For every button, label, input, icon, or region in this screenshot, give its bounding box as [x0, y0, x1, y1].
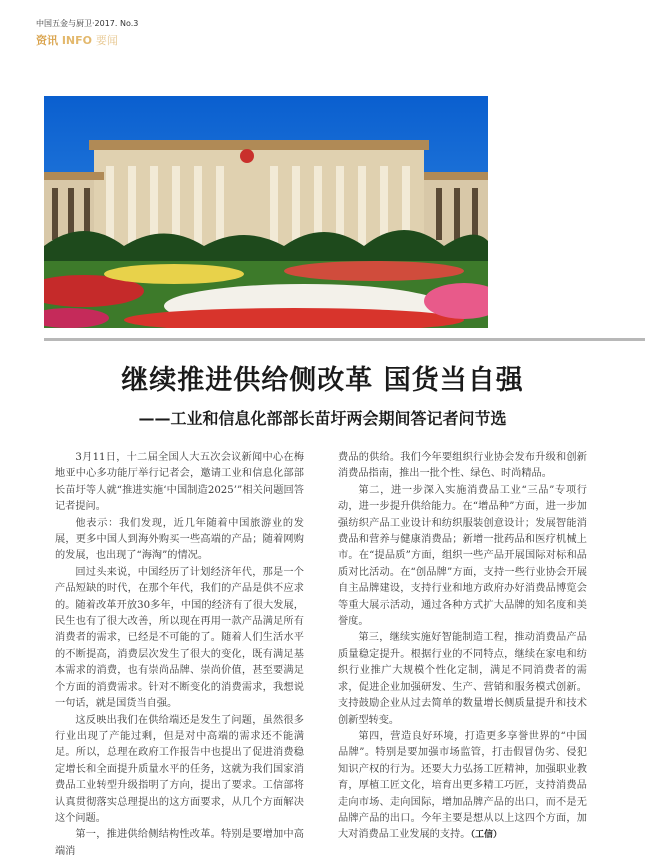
paragraph: 3月11日，十二届全国人大五次会议新闻中心在梅地亚中心多功能厅举行记者会，邀请工业和信息化部部长苗圩等人就“推进实施‘中国制造2025’”相关问题回答记者提问。 — [55, 452, 304, 513]
section-label-sub: 要闻 — [95, 34, 118, 47]
paragraph: 第二，进一步深入实施消费品工业“三品”专项行动，进一步提升供给能力。在“增品种”方面，进一步加强纺织产品工业设计和纺织服装创意设计；发展智能消费品和营养与健康消费品；新增一批药品和医疗机械上市。在“提品质”方面，组织一些产品开展国际对标和品质对比活动。在“创品牌”方面，支持一些行业协会开展自主品牌建设，支持行业和地方政府办好消费品博览会等重大展示活动，通过各种方式扩大品牌的知名度和美誉度。 — [338, 484, 587, 628]
paragraph: 第一，推进供给侧结构性改革。特别是要增加中高端消 — [55, 829, 304, 857]
section-label-en: INFO — [61, 34, 93, 47]
great-hall-photo — [44, 96, 488, 328]
paragraph — [338, 729, 587, 844]
body-column-right — [338, 450, 587, 844]
paragraph: 这反映出我们在供给端还是发生了问题，虽然很多行业出现了产能过剩，但是对中高端的需求还不能满足。所以，总理在政府工作报告中也提出了促进消费稳定增长和全面提升质量水平的任务，这就为我们国家消费品工业转型升级指明了方向，提出了要求。工信部将认真贯彻落实总理提出的这方面要求，从几个方面解决这个问题。 — [55, 714, 304, 824]
journal-header: 中国五金与厨卫·2017. No.3 — [36, 19, 139, 28]
section-label-cn: 资讯 — [36, 34, 58, 47]
paragraph-continued: 费品的供给。我们今年要组织行业协会发布升级和创新消费品指南，推出一批个性、绿色、时尚精品。 — [338, 452, 587, 480]
article-subtitle: ——工业和信息化部部长苗圩两会期间答记者问节选 — [138, 409, 507, 428]
divider-rule — [44, 338, 645, 341]
paragraph: 回过头来说，中国经历了计划经济年代，那是一个产品短缺的时代，在那个年代，我们的产品是供不应求的。随着改革开放30多年，中国的经济有了很大发展，民生也有了很大改善，所以现在再用一款产品满足所有消费者的需求，已经是不可能的了。随着人们生活水平的不断提高，消费层次发生了很大的变化，既有满足基本需求的消费，也有崇尚品牌、崇尚价值，甚至要满足个方面的消费需求。针对不断变化的消费需求，我想说一句话，就是国货当自强。 — [55, 566, 304, 710]
section-tag — [36, 32, 118, 48]
article-title: 继续推进供给侧改革 国货当自强 — [121, 365, 524, 396]
paragraph: 第三，继续实施好智能制造工程，推动消费品产品质量稳定提升。根据行业的不同特点，继续在家电和纺织行业推广大规模个性化定制，满足不同消费者的需求，促进企业加强研发、生产、营销和服务模式创新。支持鼓励企业从过去简单的数量增长侧质量提升和技术创新型转变。 — [338, 632, 587, 726]
paragraph: 他表示：我们发现，近几年随着中国旅游业的发展，更多中国人到海外购买一些高端的产品；随着网购的发展，也出现了“海淘”的情况。 — [55, 517, 304, 562]
article-source: （工信） — [470, 830, 502, 841]
body-column-left — [55, 450, 304, 860]
paragraph-text: 第四，营造良好环境，打造更多享誉世界的“中国品牌”。特别是要加强市场监管，打击假冒伪劣、侵犯知识产权的行为。还要大力弘扬工匠精神，加强职业教育，厚植工匠文化，培育出更多精工巧匠，支持消费品走向市场、走向国际，增加品牌产品的出口，而不是无品牌产品的出口。今年主要是想从以上这四个方面，加大对消费品工业发展的支持。 — [338, 730, 587, 841]
